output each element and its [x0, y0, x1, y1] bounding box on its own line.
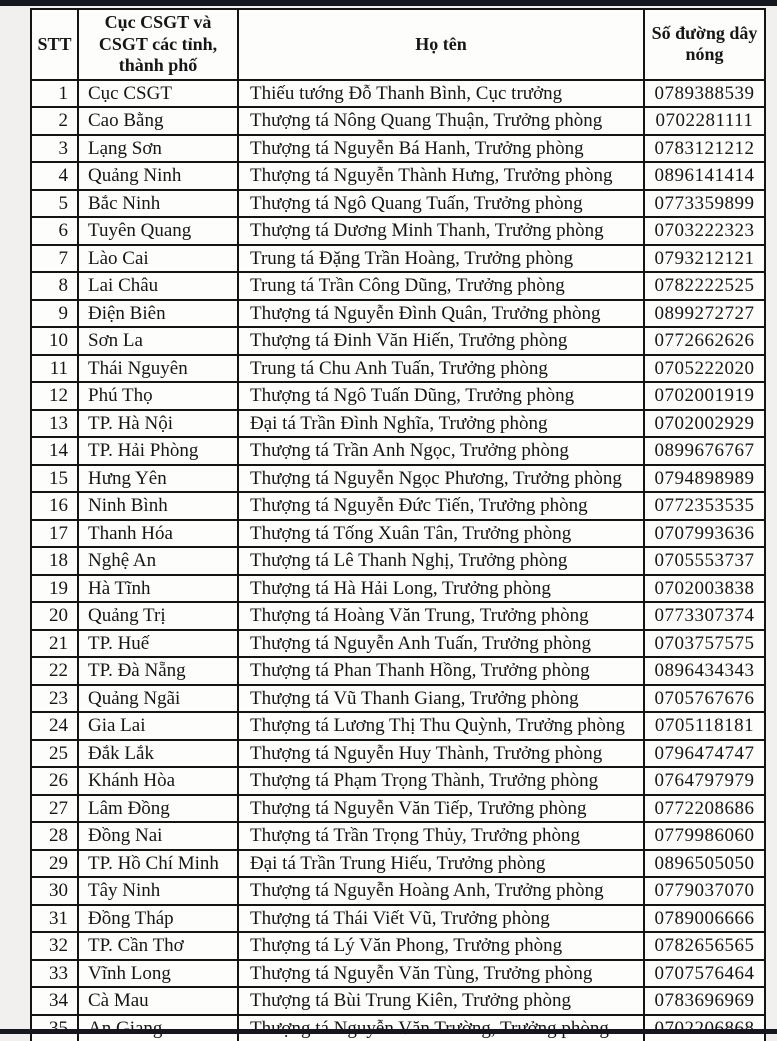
table-row — [31, 520, 765, 548]
row-number: 4 — [31, 162, 78, 190]
hotline-number: 0705118181 — [644, 712, 765, 740]
unit-name: TP. Đà Nẵng — [78, 657, 238, 685]
table-row — [31, 987, 765, 1015]
row-number: 9 — [31, 300, 78, 328]
unit-name: Cao Bằng — [78, 107, 238, 135]
table-row — [31, 465, 765, 493]
table-row — [31, 960, 765, 988]
officer-name: Đại tá Trần Đình Nghĩa, Trưởng phòng — [238, 410, 644, 438]
officer-name: Thượng tá Lê Thanh Nghị, Trưởng phòng — [238, 547, 644, 575]
hotline-number: 0703222323 — [644, 217, 765, 245]
officer-name: Thiếu tướng Đỗ Thanh Bình, Cục trưởng — [238, 80, 644, 108]
hotline-number: 0702002929 — [644, 410, 765, 438]
unit-name — [78, 1015, 238, 1041]
unit-name: Phú Thọ — [78, 382, 238, 410]
unit-name: Lào Cai — [78, 245, 238, 273]
hotline-number: 0705222020 — [644, 355, 765, 383]
unit-name: Đồng Nai — [78, 822, 238, 850]
row-number: 31 — [31, 905, 78, 933]
officer-name: Thượng tá Nguyễn Anh Tuấn, Trưởng phòng — [238, 630, 644, 658]
header-phone: Số đường dây nóng — [644, 9, 765, 80]
row-number: 6 — [31, 217, 78, 245]
officer-name: Thượng tá Lương Thị Thu Quỳnh, Trưởng phòng — [238, 712, 644, 740]
unit-name: Tuyên Quang — [78, 217, 238, 245]
officer-name: Thượng tá Trần Trọng Thủy, Trưởng phòng — [238, 822, 644, 850]
hotline-number: 0702001919 — [644, 382, 765, 410]
hotline-number: 0705553737 — [644, 547, 765, 575]
hotline-number: 0772353535 — [644, 492, 765, 520]
table-row — [31, 327, 765, 355]
officer-name: Thượng tá Vũ Thanh Giang, Trưởng phòng — [238, 685, 644, 713]
hotline-number: 0773307374 — [644, 602, 765, 630]
officer-name: Thượng tá Nguyễn Đình Quân, Trưởng phòng — [238, 300, 644, 328]
bottom-divider-bar — [0, 1029, 777, 1034]
unit-name: Quảng Trị — [78, 602, 238, 630]
row-number: 25 — [31, 740, 78, 768]
officer-name: Thượng tá Nguyễn Đức Tiến, Trưởng phòng — [238, 492, 644, 520]
hotline-number: 0793212121 — [644, 245, 765, 273]
officer-name: Thượng tá Phạm Trọng Thành, Trưởng phòng — [238, 767, 644, 795]
officer-name: Thượng tá Nguyễn Văn Tùng, Trưởng phòng — [238, 960, 644, 988]
hotline-number: 0772662626 — [644, 327, 765, 355]
officer-name: Thượng tá Nguyễn Thành Hưng, Trưởng phòng — [238, 162, 644, 190]
table-row — [31, 245, 765, 273]
officer-name: Thượng tá Thái Viết Vũ, Trưởng phòng — [238, 905, 644, 933]
top-divider-bar — [0, 0, 777, 6]
row-number: 18 — [31, 547, 78, 575]
officer-name: Thượng tá Bùi Trung Kiên, Trưởng phòng — [238, 987, 644, 1015]
hotline-number: 0896434343 — [644, 657, 765, 685]
officer-name: Thượng tá Đinh Văn Hiến, Trưởng phòng — [238, 327, 644, 355]
hotline-number: 0703757575 — [644, 630, 765, 658]
hotline-number — [644, 1015, 765, 1041]
officer-name: Thượng tá Dương Minh Thanh, Trưởng phòng — [238, 217, 644, 245]
officer-name: Thượng tá Hoàng Văn Trung, Trưởng phòng — [238, 602, 644, 630]
unit-name: TP. Hồ Chí Minh — [78, 850, 238, 878]
unit-name: Quảng Ngãi — [78, 685, 238, 713]
officer-name: Thượng tá Hà Hải Long, Trưởng phòng — [238, 575, 644, 603]
officer-name: Thượng tá Nguyễn Hoàng Anh, Trưởng phòng — [238, 877, 644, 905]
table-row — [31, 80, 765, 108]
unit-name: Bắc Ninh — [78, 190, 238, 218]
officer-name — [238, 1015, 644, 1041]
table-row — [31, 190, 765, 218]
table-row — [31, 905, 765, 933]
table-body — [31, 80, 765, 1041]
row-number: 7 — [31, 245, 78, 273]
table-row — [31, 877, 765, 905]
hotline-number: 0772208686 — [644, 795, 765, 823]
header-unit: Cục CSGT và CSGT các tỉnh, thành phố — [78, 9, 238, 80]
officer-name: Đại tá Trần Trung Hiếu, Trưởng phòng — [238, 850, 644, 878]
table-row — [31, 740, 765, 768]
row-number: 2 — [31, 107, 78, 135]
row-number: 29 — [31, 850, 78, 878]
hotline-number: 0779986060 — [644, 822, 765, 850]
officer-name: Trung tá Đặng Trần Hoàng, Trưởng phòng — [238, 245, 644, 273]
unit-name: Điện Biên — [78, 300, 238, 328]
hotline-number: 0782222525 — [644, 272, 765, 300]
hotline-number: 0783121212 — [644, 135, 765, 163]
hotline-number: 0794898989 — [644, 465, 765, 493]
unit-name: Thanh Hóa — [78, 520, 238, 548]
table-row — [31, 767, 765, 795]
row-number: 34 — [31, 987, 78, 1015]
officer-name: Trung tá Trần Công Dũng, Trưởng phòng — [238, 272, 644, 300]
table-row — [31, 107, 765, 135]
row-number: 19 — [31, 575, 78, 603]
unit-name: TP. Huế — [78, 630, 238, 658]
table-row — [31, 135, 765, 163]
row-number: 32 — [31, 932, 78, 960]
unit-name: Đắk Lắk — [78, 740, 238, 768]
row-number: 17 — [31, 520, 78, 548]
row-number: 16 — [31, 492, 78, 520]
officer-name: Thượng tá Nguyễn Huy Thành, Trưởng phòng — [238, 740, 644, 768]
row-number: 3 — [31, 135, 78, 163]
unit-name: TP. Hải Phòng — [78, 437, 238, 465]
hotline-number: 0899676767 — [644, 437, 765, 465]
unit-name: Cà Mau — [78, 987, 238, 1015]
table-row — [31, 657, 765, 685]
unit-name: Lạng Sơn — [78, 135, 238, 163]
table-row — [31, 822, 765, 850]
officer-name: Thượng tá Trần Anh Ngọc, Trưởng phòng — [238, 437, 644, 465]
row-number: 28 — [31, 822, 78, 850]
table-row — [31, 630, 765, 658]
row-number: 27 — [31, 795, 78, 823]
row-number: 8 — [31, 272, 78, 300]
table-row — [31, 355, 765, 383]
unit-name: Khánh Hòa — [78, 767, 238, 795]
table-row — [31, 575, 765, 603]
table-row — [31, 437, 765, 465]
table-row — [31, 850, 765, 878]
table-row — [31, 685, 765, 713]
unit-name: TP. Hà Nội — [78, 410, 238, 438]
unit-name: Tây Ninh — [78, 877, 238, 905]
officer-name: Trung tá Chu Anh Tuấn, Trưởng phòng — [238, 355, 644, 383]
unit-name: Gia Lai — [78, 712, 238, 740]
hotline-number: 0764797979 — [644, 767, 765, 795]
table-row — [31, 712, 765, 740]
officer-name: Thượng tá Nguyễn Văn Tiếp, Trưởng phòng — [238, 795, 644, 823]
table-row — [31, 602, 765, 630]
row-number: 22 — [31, 657, 78, 685]
hotline-number: 0896505050 — [644, 850, 765, 878]
unit-name: Hưng Yên — [78, 465, 238, 493]
row-number — [31, 1015, 78, 1041]
row-number: 30 — [31, 877, 78, 905]
row-number: 15 — [31, 465, 78, 493]
table-row — [31, 932, 765, 960]
officer-name: Thượng tá Phan Thanh Hồng, Trưởng phòng — [238, 657, 644, 685]
row-number: 12 — [31, 382, 78, 410]
hotline-number: 0773359899 — [644, 190, 765, 218]
officer-name: Thượng tá Nông Quang Thuận, Trưởng phòng — [238, 107, 644, 135]
row-number: 20 — [31, 602, 78, 630]
unit-name: Hà Tĩnh — [78, 575, 238, 603]
unit-name: Cục CSGT — [78, 80, 238, 108]
table-row — [31, 217, 765, 245]
unit-name: Sơn La — [78, 327, 238, 355]
row-number: 10 — [31, 327, 78, 355]
table-row — [31, 162, 765, 190]
officer-name: Thượng tá Tống Xuân Tân, Trưởng phòng — [238, 520, 644, 548]
unit-name: Nghệ An — [78, 547, 238, 575]
hotline-number: 0796474747 — [644, 740, 765, 768]
hotline-number: 0702281111 — [644, 107, 765, 135]
unit-name: Vĩnh Long — [78, 960, 238, 988]
unit-name: Đồng Tháp — [78, 905, 238, 933]
hotline-table — [30, 8, 766, 1041]
table-row — [31, 300, 765, 328]
unit-name: TP. Cần Thơ — [78, 932, 238, 960]
row-number: 24 — [31, 712, 78, 740]
table-row — [31, 795, 765, 823]
table-row — [31, 272, 765, 300]
hotline-number: 0779037070 — [644, 877, 765, 905]
header-stt: STT — [31, 9, 78, 80]
row-number: 33 — [31, 960, 78, 988]
row-number: 26 — [31, 767, 78, 795]
unit-name: Quảng Ninh — [78, 162, 238, 190]
hotline-number: 0896141414 — [644, 162, 765, 190]
row-number: 23 — [31, 685, 78, 713]
row-number: 21 — [31, 630, 78, 658]
hotline-number: 0782656565 — [644, 932, 765, 960]
hotline-number: 0899272727 — [644, 300, 765, 328]
table-row — [31, 547, 765, 575]
hotline-number: 0789006666 — [644, 905, 765, 933]
officer-name: Thượng tá Lý Văn Phong, Trưởng phòng — [238, 932, 644, 960]
table-row — [31, 382, 765, 410]
table-row — [31, 492, 765, 520]
row-number: 13 — [31, 410, 78, 438]
hotline-number: 0783696969 — [644, 987, 765, 1015]
row-number: 11 — [31, 355, 78, 383]
officer-name: Thượng tá Nguyễn Ngọc Phương, Trưởng phòng — [238, 465, 644, 493]
table-row — [31, 410, 765, 438]
row-number: 5 — [31, 190, 78, 218]
table-row — [31, 1015, 765, 1041]
hotline-number: 0789388539 — [644, 80, 765, 108]
unit-name: Thái Nguyên — [78, 355, 238, 383]
header-name: Họ tên — [238, 9, 644, 80]
officer-name: Thượng tá Ngô Quang Tuấn, Trưởng phòng — [238, 190, 644, 218]
unit-name: Lai Châu — [78, 272, 238, 300]
unit-name: Ninh Bình — [78, 492, 238, 520]
header-row — [31, 9, 765, 80]
officer-name: Thượng tá Nguyễn Bá Hanh, Trưởng phòng — [238, 135, 644, 163]
hotline-number: 0707993636 — [644, 520, 765, 548]
table-header — [31, 9, 765, 80]
hotline-number: 0705767676 — [644, 685, 765, 713]
hotline-number: 0702003838 — [644, 575, 765, 603]
unit-name: Lâm Đồng — [78, 795, 238, 823]
row-number: 1 — [31, 80, 78, 108]
hotline-number: 0707576464 — [644, 960, 765, 988]
officer-name: Thượng tá Ngô Tuấn Dũng, Trưởng phòng — [238, 382, 644, 410]
row-number: 14 — [31, 437, 78, 465]
